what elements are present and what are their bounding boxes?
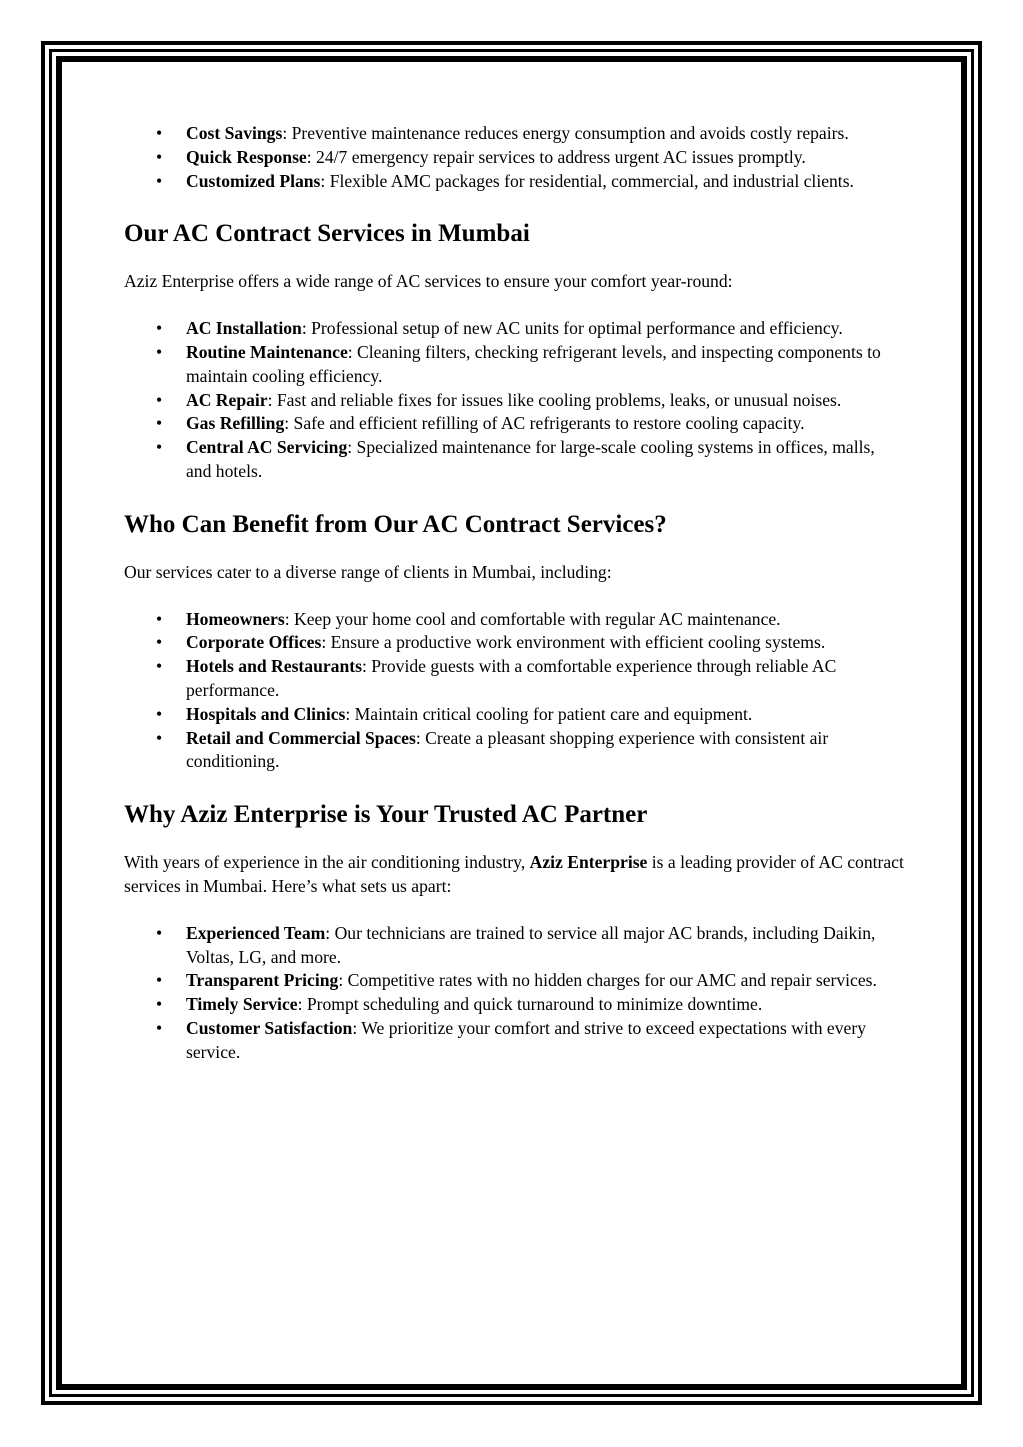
- list-item-text: : Our technicians are trained to service all major AC brands, including Daikin, Voltas, LG, and more.: [186, 922, 876, 967]
- list-item-term: Corporate Offices: [186, 632, 322, 653]
- list-item: [186, 146, 904, 170]
- list-item-text: : Preventive maintenance reduces energy consumption and avoids costly repairs.: [282, 123, 849, 143]
- list-item-text: : Specialized maintenance for large-scale cooling systems in offices, malls, and hotels.: [186, 437, 875, 481]
- list-item: [186, 412, 904, 436]
- list-item-text: : Create a pleasant shopping experience with consistent air conditioning.: [186, 727, 829, 772]
- list-item: [186, 703, 904, 727]
- list-item-term: Transparent Pricing: [186, 970, 339, 991]
- intro-text-after: is a leading provider of AC contract services in Mumbai. Here’s what sets us apart:: [124, 852, 904, 896]
- list-item-term: Hospitals and Clinics: [186, 703, 346, 724]
- list-item-term: Routine Maintenance: [186, 341, 348, 362]
- list-item-text: : Competitive rates with no hidden charges for our AMC and repair services.: [338, 970, 877, 991]
- list-item-term: AC Repair: [186, 389, 268, 410]
- section-intro-benefit: Our services cater to a diverse range of clients in Mumbai, including:: [124, 561, 612, 582]
- list-item-term: Central AC Servicing: [186, 437, 348, 458]
- reasons-list: [124, 922, 904, 1065]
- section-heading-services: Our AC Contract Services in Mumbai: [124, 220, 530, 248]
- list-item-text: : Prompt scheduling and quick turnaround to minimize downtime.: [297, 994, 763, 1015]
- list-item: [186, 993, 904, 1017]
- list-item: [186, 608, 904, 632]
- list-item: [186, 122, 904, 146]
- list-item-term: Customized Plans: [186, 170, 321, 191]
- list-item-term: Quick Response: [186, 146, 307, 167]
- list-item: [186, 317, 904, 341]
- list-item-term: Gas Refilling: [186, 413, 285, 434]
- list-item: [186, 436, 904, 484]
- list-item-text: : 24/7 emergency repair services to address urgent AC issues promptly.: [306, 146, 806, 167]
- list-item-term: Customer Satisfaction: [186, 1017, 353, 1038]
- section-heading-trusted: Why Aziz Enterprise is Your Trusted AC Partner: [124, 801, 648, 829]
- list-item: [186, 655, 904, 703]
- list-item-text: : Ensure a productive work environment with efficient cooling systems.: [321, 632, 826, 653]
- list-item-term: Hotels and Restaurants: [186, 656, 362, 677]
- list-item-text: : Cleaning filters, checking refrigerant levels, and inspecting components to maintain cooling efficiency.: [186, 341, 881, 386]
- document-content: [124, 122, 904, 1065]
- clients-list: [124, 608, 904, 775]
- list-item: [186, 170, 904, 194]
- list-item-text: : Safe and efficient refilling of AC refrigerants to restore cooling capacity.: [284, 413, 805, 434]
- intro-text-before: With years of experience in the air conditioning industry,: [124, 852, 530, 873]
- list-item: [186, 341, 904, 389]
- intro-benefits-list: [124, 122, 904, 193]
- list-item-text: : Provide guests with a comfortable experience through reliable AC performance.: [186, 656, 837, 700]
- list-item-text: : Fast and reliable fixes for issues like cooling problems, leaks, or unusual noises.: [267, 389, 842, 410]
- list-item: [186, 969, 904, 993]
- list-item-term: Experienced Team: [186, 922, 326, 943]
- list-item-term: Timely Service: [186, 994, 298, 1015]
- section-intro-trusted: [124, 851, 904, 899]
- list-item-text: : We prioritize your comfort and strive to exceed expectations with every service.: [186, 1017, 866, 1062]
- list-item: [186, 389, 904, 413]
- list-item-text: : Professional setup of new AC units for optimal performance and efficiency.: [301, 318, 843, 339]
- section-heading-benefit: Who Can Benefit from Our AC Contract Services?: [124, 510, 667, 538]
- list-item-term: AC Installation: [186, 318, 302, 339]
- list-item: [186, 631, 904, 655]
- list-item-text: : Keep your home cool and comfortable with regular AC maintenance.: [284, 608, 781, 629]
- services-list: [124, 317, 904, 484]
- list-item-term: Cost Savings: [186, 123, 283, 143]
- list-item: [186, 922, 904, 970]
- list-item: [186, 1017, 904, 1065]
- list-item-term: Homeowners: [186, 608, 285, 629]
- list-item-text: : Maintain critical cooling for patient care and equipment.: [345, 703, 753, 724]
- section-intro-services: Aziz Enterprise offers a wide range of AC services to ensure your comfort year-round:: [124, 271, 733, 292]
- list-item-text: : Flexible AMC packages for residential, commercial, and industrial clients.: [320, 170, 854, 191]
- list-item-term: Retail and Commercial Spaces: [186, 727, 416, 748]
- list-item: [186, 727, 904, 775]
- company-name: Aziz Enterprise: [529, 852, 648, 873]
